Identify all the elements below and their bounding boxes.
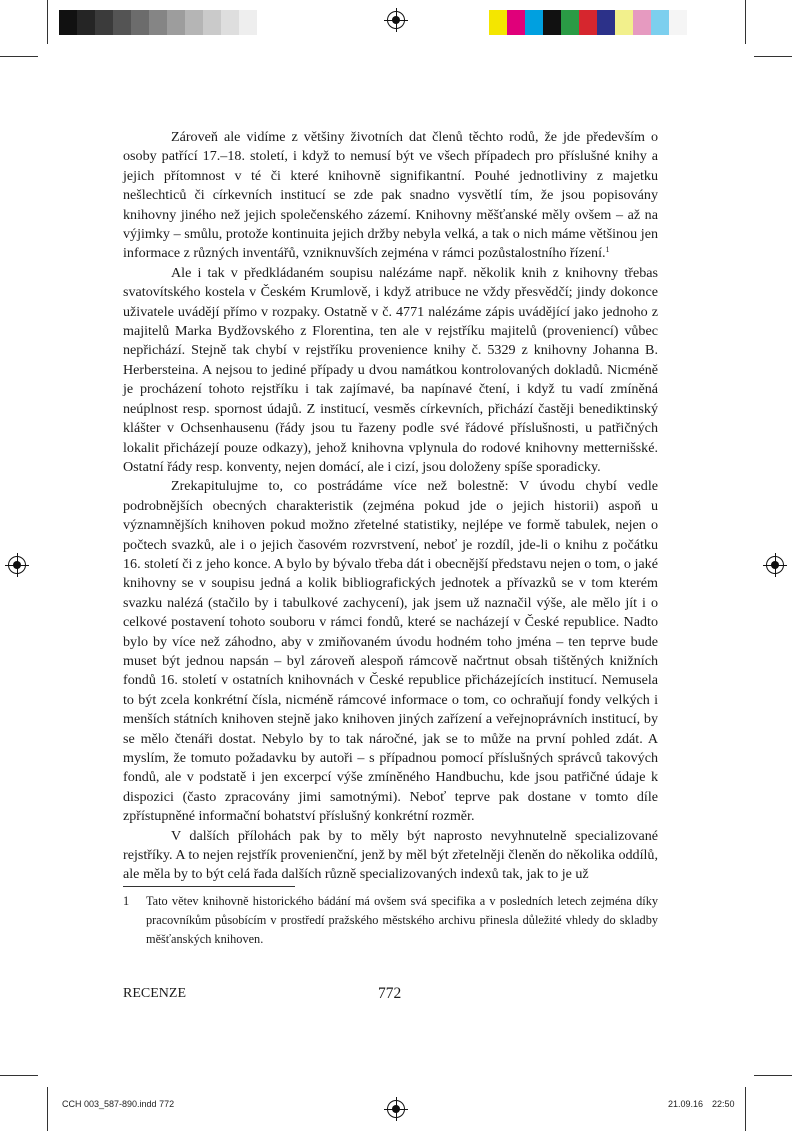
paragraph: Zrekapitulujme to, co postrádáme více než bolestně: V úvodu chybí vedle podrobnějších obecných charakteristik (zejména pokud jde o jejich historii) aspoň u významnějších knihoven pokud možno zřetelné statistiky, nejlépe ve formě tabulek, nejen o počtech svazků, ale i o jejich časovém rozvrstvení, neboť je rozdíl, jde-li o knihu z počátku 16. století či z jeho konce. A bylo by bývalo třeba dát i obecnější představu nejen o tom, o jaké knihovny se v soupisu jedná a kolik bibliografických jednotek a přívazků se v tom kterém svazku nalézá (stačilo by i tabulkové zachycení), jak jsem už naznačil výše, ale mělo jít i o celkové postavení tohoto souboru v rámci fondů, které se nacházejí v České republice. Nadto bylo by více než záhodno, aby v zmiňovaném úvodu hodném toho jména – ten teprve bude muset být jednou napsán – byl zároveň alespoň rámcově načrtnut obsah tištěných knižních fondů 16. století v ostatních knihovnách v České republice přicházejících institucí. Nemusela to být zcela konkrétní čísla, nicméně rámcové informace o tom, co ochraňují fondy velkých i menších státních knihoven stejně jako knihoven jiných zařízení a veřejnoprávních institucí, by se mělo čtenáři dostat. Nebylo by to tak náročné, jak se to může na první pohled zdát. A myslím, že tomuto požadavku by autoři – s případnou pomocí příslušných správců takových fondů, ale v podstatě i jen excerpcí výše zmíněného Handbuchu, kde jsou patřičné údaje k dispozici (často zpracovány jimi samotnými). Neboť teprve pak dostane v tomto díle zpřístupněné informační bohatství příslušný konkrétní rozměr. bbox=[123, 478, 658, 825]
gray-swatch bbox=[113, 10, 131, 35]
gray-swatch bbox=[221, 10, 239, 35]
gray-swatch bbox=[131, 10, 149, 35]
footnote-reference[interactable]: 1 bbox=[605, 245, 610, 255]
crop-mark bbox=[745, 0, 746, 44]
color-swatch bbox=[669, 10, 687, 35]
gray-swatch bbox=[59, 10, 77, 35]
crop-mark bbox=[0, 56, 38, 57]
color-swatch bbox=[561, 10, 579, 35]
registration-mark-top-icon bbox=[387, 11, 405, 29]
slug-date: 21.09.16 bbox=[668, 1099, 704, 1109]
gray-swatch bbox=[77, 10, 95, 35]
footnote-text: Tato větev knihovně historického bádání má ovšem svá specifika a v posledních letech zejména díky pracovníkům působícím v prostředí pražského městského archivu přinesla důležité vhledy do skladby měšťanských knihoven. bbox=[146, 894, 658, 947]
footnote-number: 1 bbox=[123, 894, 130, 908]
footnote bbox=[123, 892, 658, 950]
crop-mark bbox=[0, 1075, 38, 1076]
page-number: 772 bbox=[378, 985, 402, 1002]
gray-swatch bbox=[149, 10, 167, 35]
crop-mark bbox=[47, 1087, 48, 1131]
crop-mark bbox=[745, 1087, 746, 1131]
gray-swatch bbox=[167, 10, 185, 35]
footnote-divider bbox=[123, 886, 295, 887]
color-swatch bbox=[615, 10, 633, 35]
color-swatch bbox=[507, 10, 525, 35]
color-swatch bbox=[489, 10, 507, 35]
process-color-bar bbox=[489, 10, 687, 35]
registration-mark-bottom-icon bbox=[387, 1100, 405, 1118]
registration-mark-left-icon bbox=[8, 556, 26, 574]
gray-swatch bbox=[95, 10, 113, 35]
color-swatch bbox=[597, 10, 615, 35]
body-text bbox=[123, 128, 658, 885]
color-swatch bbox=[651, 10, 669, 35]
crop-mark bbox=[754, 56, 792, 57]
running-footer: RECENZE bbox=[123, 986, 186, 1001]
grayscale-color-bar bbox=[59, 10, 257, 35]
color-swatch bbox=[633, 10, 651, 35]
slug-file-info: CCH 003_587-890.indd 772 bbox=[62, 1099, 175, 1109]
paragraph: Ale i tak v předkládaném soupisu nalézáme např. několik knih z knihovny třebas svatovítského kostela v Českém Krumlově, i když atribuce ne vždy přesvědčí; jindy dokonce uživatele uvádějí přímo v rozpaky. Ostatně v č. 4771 nalézáme zápis uvádějící jako jednoho z majitelů Marka Bydžovského z Florentina, ten ale v rejstříku majitelů (proveniencí) vůbec nepřichází. Stejně tak chybí v rejstříku provenience knihy č. 5329 z knihovny Johanna B. Herbersteina. A nejsou to jediné případy u dvou namátkou kontrolovaných dokladů. Nicméně je procházení tohoto rejstříku i tak zajímavé, ba napínavé čtení, i když tu vadí zmíněná neúplnost resp. spornost údajů. Z institucí, vesměs církevních, přichází častěji benediktinský klášter v Ochsenhausenu (řády jsou tu řazeny podle své řádové příslušnosti, u patřičných lokalit přicházejí pouze odkazy), jehož knihovna vplynula do rodové knihovny metternišské. Ostatní řády resp. konventy, nejen domácí, ale i cizí, jsou doloženy spíše sporadicky. bbox=[123, 264, 658, 475]
registration-mark-right-icon bbox=[766, 556, 784, 574]
gray-swatch bbox=[203, 10, 221, 35]
crop-mark bbox=[47, 0, 48, 44]
gray-swatch bbox=[239, 10, 257, 35]
color-swatch bbox=[579, 10, 597, 35]
color-swatch bbox=[525, 10, 543, 35]
paragraph: Zároveň ale vidíme z většiny životních dat členů těchto rodů, že jde především o osoby patřící 17.–18. století, i když to nemusí být ve všech případech pro příslušné knihy a jejich přítomnost v té či které knihovně signifikantní. Pouhé jednotliviny z majetku nešlechticů či církevních institucí se zde pak snadno vysvětlí tím, že jsou popisovány knihovny jiného než jejich společenského zázemí. Knihovny měšťanské měly ovšem – až na výjimky – smůlu, protože kontinuita jejich držby nebyla velká, a tak o nich máme většinou jen informace z různých inventářů, vzniknuvších zejména v rámci pozůstalostního řízení.$^1$ bbox=[123, 129, 658, 262]
color-swatch bbox=[543, 10, 561, 35]
slug-time: 22:50 bbox=[712, 1099, 735, 1109]
crop-mark bbox=[754, 1075, 792, 1076]
gray-swatch bbox=[185, 10, 203, 35]
paragraph: V dalších přílohách pak by to měly být naprosto nevyhnutelně specializované rejstříky. A to nejen rejstřík provenienční, jenž by měl být zřetelněji členěn do několika oddílů, ale měla by to být celá řada dalších různě specializovaných indexů tak, jak to je už bbox=[123, 827, 658, 883]
